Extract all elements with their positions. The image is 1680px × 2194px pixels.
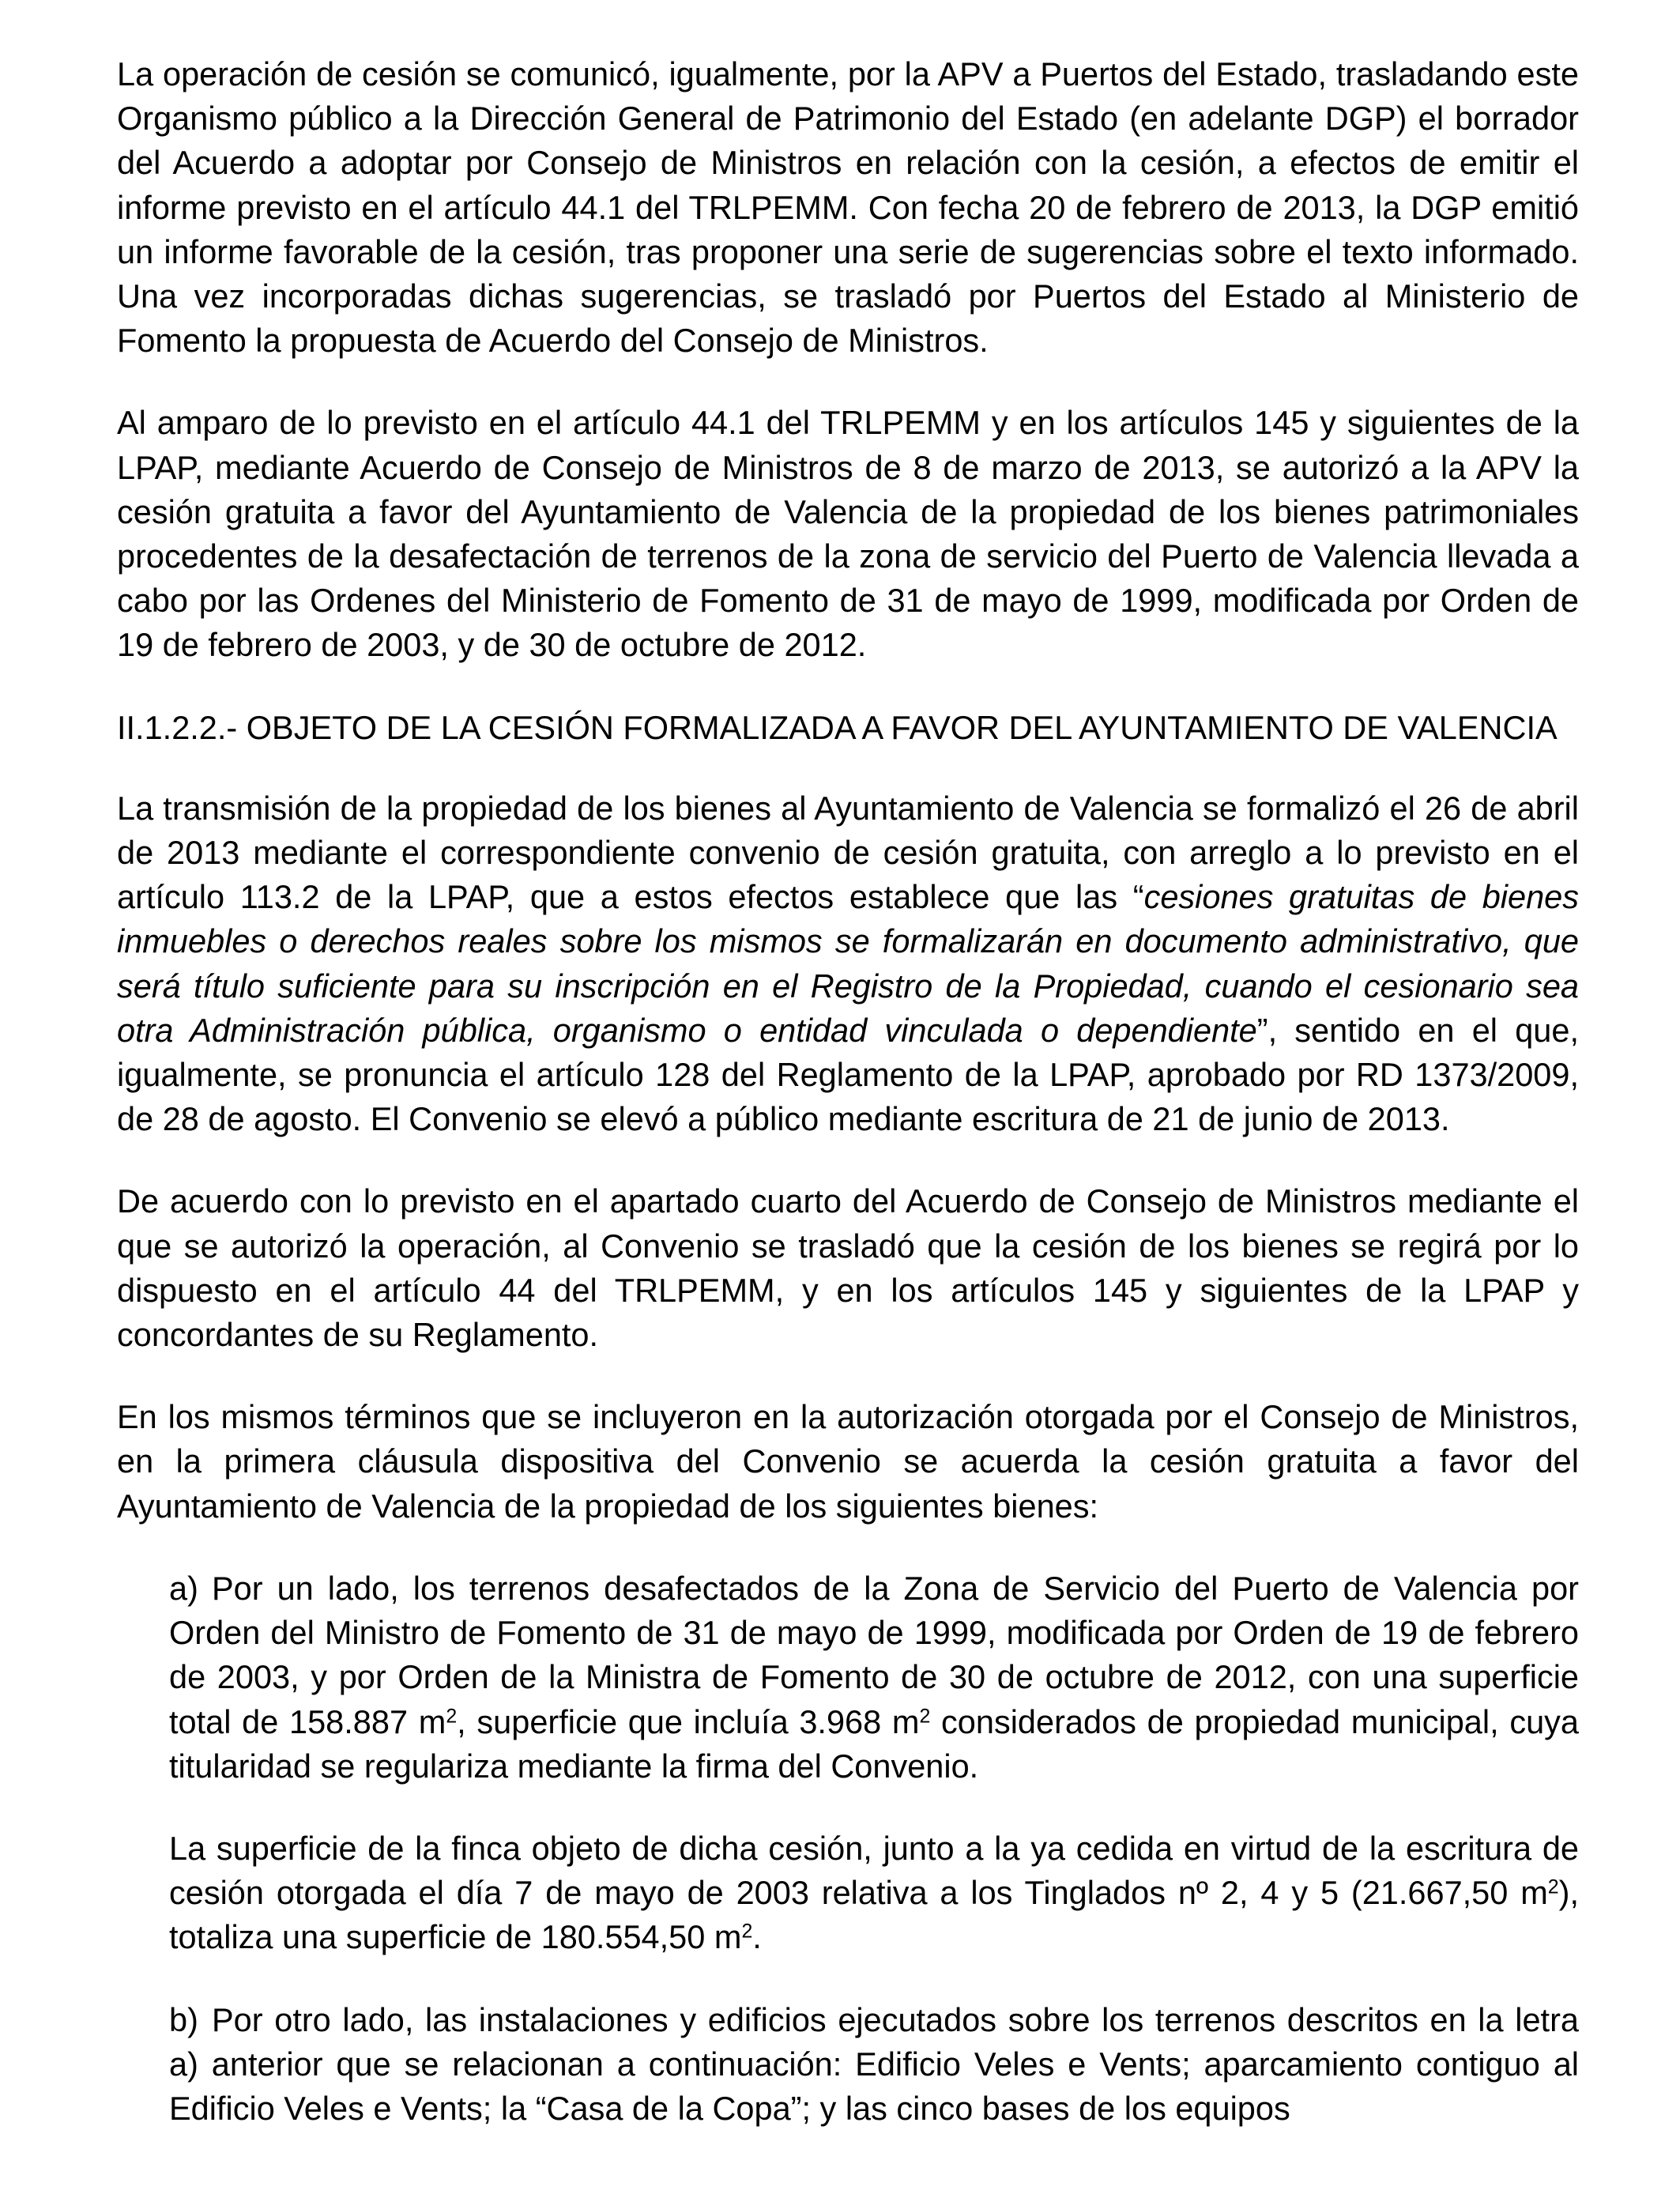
paragraph-transmission-text: La transmisión de la propiedad de los bienes al Ayuntamiento de Valencia se formalizó el 26 de abril de 2013 mediante el correspondiente convenio de cesión gratuita, con arreglo a lo previsto en el artículo 113.2 de la LPAP, que a estos efectos establece que las “ <box>117 789 1579 916</box>
paragraph-transmission-continuation: ”, sentido en el que, igualmente, se pronuncia el artículo 128 del Reglamento de la LPAP, aprobado por RD 1373/2009, de 28 de agosto. El Convenio se elevó a público mediante escritura de 21 de junio de 2013. <box>117 1011 1579 1138</box>
quoted-article-text: cesiones gratuitas de bienes inmuebles o derechos reales sobre los mismos se formalizarán en documento administrativo, que será título suficiente para su inscripción en el Registro de la Propiedad, cuando el cesionario sea otra Administración pública, organismo o entidad vinculada o dependiente <box>117 878 1579 1049</box>
list-item-b-text: Por otro lado, las instalaciones y edificios ejecutados sobre los terrenos descritos en la letra a) anterior que se relacionan a continuación: Edificio Veles e Vents; aparcamiento contiguo al Edificio Veles e Vents; la “Casa de la Copa”; y las cinco bases de los equipos <box>169 2000 1579 2127</box>
list-item-a-text-3: considerados de propiedad municipal, cuya titularidad se regulariza mediante la firma del Convenio. <box>169 1702 1580 1785</box>
paragraph-total-surface-text-2: ), totaliza una superficie de 180.554,50 m <box>169 1874 1579 1956</box>
superscript: 2 <box>741 1920 753 1943</box>
list-item-a <box>169 1566 1579 1789</box>
paragraph-council-agreement: Al amparo de lo previsto en el artículo 44.1 del TRLPEMM y en los artículos 145 y siguientes de la LPAP, mediante Acuerdo de Consejo de Ministros de 8 de marzo de 2013, se autorizó a la APV la cesión gratuita a favor del Ayuntamiento de Valencia de la propiedad de los bienes patrimoniales procedentes de la desafectación de terrenos de la zona de servicio del Puerto de Valencia llevada a cabo por las Ordenes del Ministerio de Fomento de 31 de mayo de 1999, modificada por Orden de 19 de febrero de 2003, y de 30 de octubre de 2012. <box>117 404 1579 664</box>
paragraph-total-surface <box>169 1826 1579 1960</box>
section-heading: II.1.2.2.- OBJETO DE LA CESIÓN FORMALIZADA A FAVOR DEL AYUNTAMIENTO DE VALENCIA <box>117 708 1558 746</box>
superscript: 2 <box>446 1704 458 1727</box>
list-marker-a: a) <box>169 1569 198 1607</box>
list-marker-b: b) <box>169 2000 198 2038</box>
paragraph-transmission <box>117 786 1579 1142</box>
paragraph-assets-intro: En los mismos términos que se incluyeron en la autorización otorgada por el Consejo de Ministros, en la primera cláusula dispositiva del Convenio se acuerda la cesión gratuita a favor del Ayuntamiento de Valencia de la propiedad de los siguientes bienes: <box>117 1398 1579 1525</box>
paragraph-total-surface-text: La superficie de la finca objeto de dicha cesión, junto a la ya cedida en virtud de la escritura de cesión otorgada el día 7 de mayo de 2003 relativa a los Tinglados nº 2, 4 y 5 (21.667,50 m <box>169 1829 1579 1912</box>
document-body <box>117 52 1579 2169</box>
list-item-b <box>169 1998 1579 2132</box>
paragraph-regime: De acuerdo con lo previsto en el apartado cuarto del Acuerdo de Consejo de Ministros mediante el que se autorizó la operación, al Convenio se trasladó que la cesión de los bienes se regirá por lo dispuesto en el artículo 44 del TRLPEMM, y en los artículos 145 y siguientes de la LPAP y concordantes de su Reglamento. <box>117 1182 1579 1354</box>
superscript: 2 <box>919 1704 931 1727</box>
paragraph-cession-communication: La operación de cesión se comunicó, igualmente, por la APV a Puertos del Estado, trasladando este Organismo público a la Dirección General de Patrimonio del Estado (en adelante DGP) el borrador del Acuerdo a adoptar por Consejo de Ministros en relación con la cesión, a efectos de emitir el informe previsto en el artículo 44.1 del TRLPEMM. Con fecha 20 de febrero de 2013, la DGP emitió un informe favorable de la cesión, tras proponer una serie de sugerencias sobre el texto informado. Una vez incorporadas dichas sugerencias, se trasladó por Puertos del Estado al Ministerio de Fomento la propuesta de Acuerdo del Consejo de Ministros. <box>117 55 1579 360</box>
superscript: 2 <box>1547 1875 1559 1898</box>
paragraph-total-surface-text-3: . <box>752 1918 762 1956</box>
list-item-a-text: Por un lado, los terrenos desafectados de la Zona de Servicio del Puerto de Valencia por Orden del Ministro de Fomento de 31 de mayo de 1999, modificada por Orden de 19 de febrero de 2003, y por Orden de la Ministra de Fomento de 30 de octubre de 2012, con una superficie total de 158.887 m <box>169 1569 1579 1740</box>
list-item-a-text-2: , superficie que incluía 3.968 m <box>457 1702 920 1740</box>
